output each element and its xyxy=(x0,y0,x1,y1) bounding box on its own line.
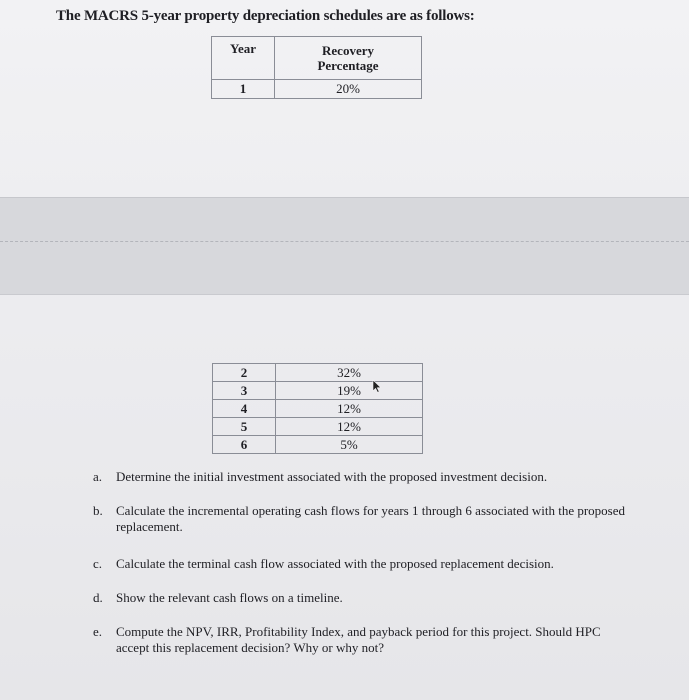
question-letter: e. xyxy=(93,624,103,639)
question-text: Determine the initial investment associated with the proposed investment decision. xyxy=(116,469,548,484)
question-text: Show the relevant cash flows on a timeline. xyxy=(116,590,343,605)
table-row xyxy=(213,400,423,418)
percentage-cell: 32% xyxy=(276,364,423,382)
question-text: Calculate the terminal cash flow associated with the proposed replacement decision. xyxy=(116,556,554,571)
year-cell: 6 xyxy=(213,436,276,454)
question-text: Calculate the incremental operating cash flows for years 1 through 6 associated with the proposed replacement. xyxy=(116,503,626,534)
percentage-cell: 5% xyxy=(276,436,423,454)
recovery-percentage-column-header xyxy=(275,37,422,80)
macrs-table-header xyxy=(211,36,422,99)
table-header-row xyxy=(212,37,422,80)
page-heading: The MACRS 5-year property depreciation schedules are as follows: xyxy=(56,8,475,24)
percentage-cell: 20% xyxy=(275,80,422,99)
percentage-cell: 12% xyxy=(276,418,423,436)
year-cell: 4 xyxy=(213,400,276,418)
year-cell: 1 xyxy=(212,80,275,99)
year-column-header: Year xyxy=(212,37,275,80)
mouse-pointer-icon xyxy=(372,379,382,393)
table-row xyxy=(213,418,423,436)
page-break-dashed-line xyxy=(0,241,689,242)
macrs-table-continued xyxy=(212,363,423,454)
percentage-cell: 19% xyxy=(276,382,423,400)
header-line-1: Recovery xyxy=(322,43,374,58)
table-row xyxy=(212,80,422,99)
question-letter: d. xyxy=(93,590,103,605)
percentage-cell: 12% xyxy=(276,400,423,418)
year-cell: 3 xyxy=(213,382,276,400)
table-row xyxy=(213,382,423,400)
year-cell: 2 xyxy=(213,364,276,382)
year-cell: 5 xyxy=(213,418,276,436)
question-text: Compute the NPV, IRR, Profitability Index, and payback period for this project. Should HPC accept this replacement decision? Why or why not? xyxy=(116,624,601,655)
question-letter: a. xyxy=(93,469,103,484)
table-row xyxy=(213,436,423,454)
question-letter: c. xyxy=(93,556,103,571)
page-break-band xyxy=(0,197,689,295)
header-line-2: Percentage xyxy=(317,58,379,73)
question-letter: b. xyxy=(93,503,103,518)
table-row xyxy=(213,364,423,382)
